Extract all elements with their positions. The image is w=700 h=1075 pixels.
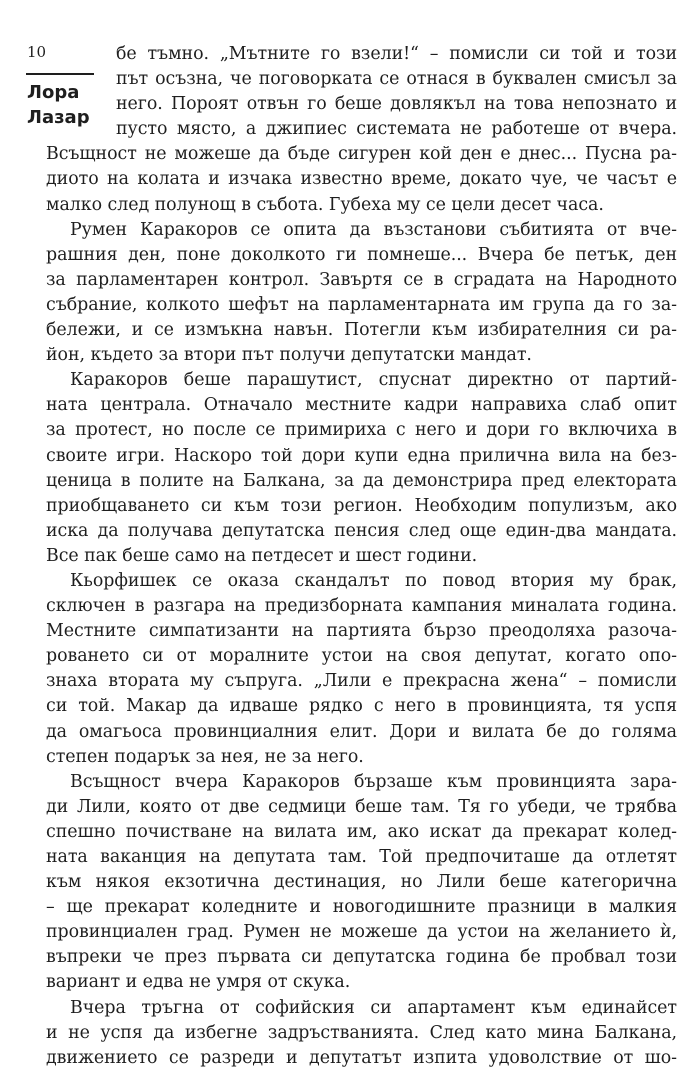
text-line: Всъщност не можеше да бъде сигурен кой ден е днес... Пусна ра- xyxy=(46,144,677,165)
text-line: път осъзна, че поговорката се отнася в буквален смисъл за xyxy=(116,69,677,90)
text-line: Местните симпатизанти на партията бързо преодоляха разоча- xyxy=(46,621,677,642)
text-line: събрание, колкото шефът на парламентарната им група да го за- xyxy=(46,294,677,315)
text-line: бележи, и се измъкна навън. Потегли към избирателния си ра- xyxy=(46,320,677,341)
text-line: Все пак беше само на петдесет и шест години. xyxy=(46,545,478,566)
text-line: провинциален град. Румен не можеше да устои на желанието ѝ, xyxy=(46,922,677,943)
author-last-name: Лазар xyxy=(27,107,90,128)
text-line: въпреки че през първата си депутатска година бе пробвал този xyxy=(46,947,677,968)
text-line: Кьорфишек се оказа скандалът по повод втория му брак, xyxy=(70,570,677,591)
text-line: движението се разреди и депутатът изпита удоволствие от шо- xyxy=(46,1047,677,1068)
text-line: си той. Макар да идваше рядко с него в провинцията, тя успя xyxy=(46,696,677,717)
text-line: него. Пороят отвън го беше довлякъл на това непознато и xyxy=(116,94,677,115)
text-line: – ще прекарат коледните и новогодишните празници в малкия xyxy=(46,897,677,918)
text-line: пусто място, а джипиес системата не работеше от вчера. xyxy=(116,119,677,140)
text-line: диото на колата и изчака известно време, докато чуе, че часът е xyxy=(46,169,677,190)
text-line: своите игри. Наскоро той дори купи една прилична вила на без- xyxy=(46,445,677,466)
text-line: да омагьоса провинциалния елит. Дори и вилата бе до голяма xyxy=(46,721,677,742)
text-line: сключен в разгара на предизборната кампания миналата година. xyxy=(46,596,677,617)
text-line: Вчера тръгна от софийския си апартамент към единайсет xyxy=(70,997,677,1018)
text-line: степен подарък за нея, не за него. xyxy=(46,746,364,767)
text-line: приобщаването си към този регион. Необходим популизъм, ако xyxy=(46,495,677,516)
text-line: ценица в полите на Балкана, за да демонстрира пред електората xyxy=(46,470,677,491)
page-number: 10 xyxy=(27,43,47,61)
text-line: иска да получава депутатска пенсия след още един-два мандата. xyxy=(46,520,677,541)
text-line: ната ваканция на депутата там. Той предпочиташе да отлетят xyxy=(46,847,677,867)
text-line: йон, където за втори път получи депутатски мандат. xyxy=(46,345,532,366)
text-line: бе тъмно. „Мътните го взели!“ – помисли си той и този xyxy=(116,44,677,64)
text-line: роването си от моралните устои на своя депутат, когато опо- xyxy=(46,646,677,667)
text-line: ди Лили, която от две седмици беше там. Тя го убеди, че трябва xyxy=(46,796,677,817)
text-line: за парламентарен контрол. Завъртя се в сградата на Народното xyxy=(46,269,677,290)
author-first-name: Лора xyxy=(27,82,80,103)
text-line: знаха втората му съпруга. „Лили е прекрасна жена“ – помисли xyxy=(46,671,677,692)
text-line: Всъщност вчера Каракоров бързаше към провинцията зара- xyxy=(70,771,677,792)
text-line: малко след полунощ в събота. Губеха му се цели десет часа. xyxy=(46,194,604,215)
text-line: вариант и едва не умря от скука. xyxy=(46,972,351,993)
text-line: и не успя да избегне задръстванията. След като мина Балкана, xyxy=(46,1022,677,1043)
text-line: към някоя екзотична дестинация, но Лили беше категорична xyxy=(46,872,677,893)
text-line: ната централа. Отначало местните кадри направиха слаб опит xyxy=(46,395,677,416)
body-text xyxy=(0,42,700,1071)
text-line: за протест, но после се примириха с него и дори го включиха в xyxy=(46,420,677,441)
text-line: рашния ден, поне доколкото ги помнеше... Вчера бе петък, ден xyxy=(46,244,677,265)
text-line: Каракоров беше парашутист, спуснат директно от партий- xyxy=(70,370,677,391)
text-line: Румен Каракоров се опита да възстанови събитията от вче- xyxy=(70,219,677,240)
text-line: спешно почистване на вилата им, ако искат да прекарат колед- xyxy=(46,821,677,842)
